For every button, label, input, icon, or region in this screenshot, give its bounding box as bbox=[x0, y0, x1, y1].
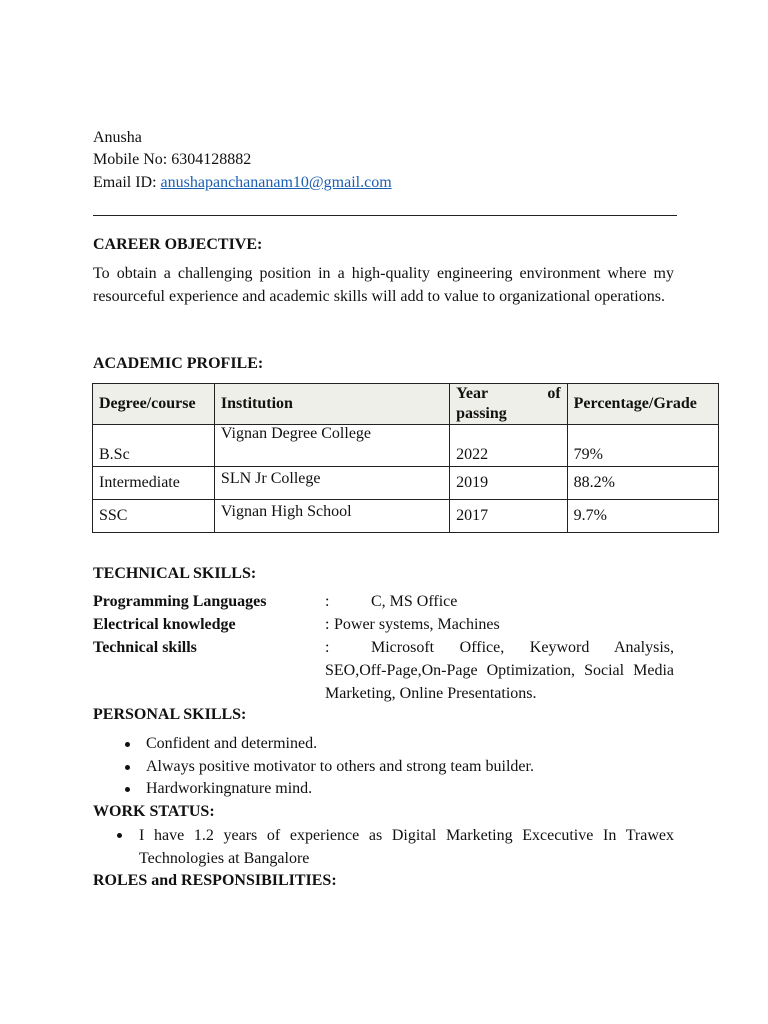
academic-table-header-row bbox=[93, 384, 719, 425]
email-link[interactable]: anushapanchananam10@gmail.com bbox=[160, 174, 392, 191]
column-header-year bbox=[450, 384, 568, 425]
academic-table bbox=[92, 383, 719, 533]
bullet-dot-icon bbox=[125, 742, 130, 747]
list-item: I have 1.2 years of experience as Digital Marketing Excecutive In Trawex Technologies at Bangalore bbox=[139, 827, 674, 867]
cell-grade: 88.2% bbox=[567, 467, 718, 500]
work-status-heading: WORK STATUS: bbox=[93, 803, 215, 820]
table-row bbox=[93, 500, 719, 533]
bullet-dot-icon bbox=[125, 787, 130, 792]
list-item: Confident and determined. bbox=[146, 735, 318, 752]
bullet-dot-icon bbox=[125, 765, 130, 770]
skill-colon: : bbox=[325, 639, 330, 656]
list-item: Always positive motivator to others and strong team builder. bbox=[146, 758, 534, 775]
skill-value-electrical: Power systems, Machines bbox=[334, 616, 500, 633]
cell-institution bbox=[214, 425, 449, 467]
candidate-name: Anusha bbox=[93, 129, 142, 146]
institution-name: Vignan Degree College bbox=[220, 425, 372, 442]
column-header-degree: Degree/course bbox=[93, 384, 215, 425]
personal-skills-heading: PERSONAL SKILLS: bbox=[93, 706, 247, 723]
bullet-dot-icon bbox=[117, 833, 122, 838]
cell-year: 2017 bbox=[450, 500, 568, 533]
skill-value-technical: Microsoft Office, Keyword Analysis, SEO,Off-Page,On-Page Optimization, Social Media Marketing, Online Presentations. bbox=[325, 639, 674, 702]
cell-grade: 9.7% bbox=[567, 500, 718, 533]
skill-label-technical: Technical skills bbox=[93, 639, 197, 656]
header-divider bbox=[93, 215, 677, 216]
year-header-word-passing: passing bbox=[456, 405, 507, 422]
cell-grade: 79% bbox=[567, 425, 718, 467]
mobile-label: Mobile No: bbox=[93, 151, 168, 168]
email-label: Email ID: bbox=[93, 174, 157, 191]
list-item: Hardworkingnature mind. bbox=[146, 780, 313, 797]
year-header-word-year: Year bbox=[456, 385, 489, 402]
cell-degree: SSC bbox=[93, 500, 215, 533]
mobile-number: 6304128882 bbox=[171, 151, 252, 168]
year-header-word-of: of bbox=[547, 385, 561, 402]
technical-skills-heading: TECHNICAL SKILLS: bbox=[93, 565, 257, 582]
academic-profile-heading: ACADEMIC PROFILE: bbox=[93, 355, 264, 372]
career-objective-text: To obtain a challenging position in a high-quality engineering environment where my resourceful experience and academic skills will add to value to organizational operations. bbox=[93, 265, 674, 305]
cell-degree: B.Sc bbox=[93, 425, 215, 467]
skill-label-programming: Programming Languages bbox=[93, 593, 267, 610]
cell-institution: SLN Jr College bbox=[214, 467, 449, 500]
table-row bbox=[93, 467, 719, 500]
column-header-grade: Percentage/Grade bbox=[567, 384, 718, 425]
table-row bbox=[93, 425, 719, 467]
skill-value-programming: C, MS Office bbox=[371, 593, 458, 610]
column-header-institution: Institution bbox=[214, 384, 449, 425]
cell-year: 2022 bbox=[450, 425, 568, 467]
skill-colon: : bbox=[325, 616, 330, 633]
skill-label-electrical: Electrical knowledge bbox=[93, 616, 236, 633]
career-objective-heading: CAREER OBJECTIVE: bbox=[93, 236, 263, 253]
email-line bbox=[93, 172, 392, 194]
skill-colon: : bbox=[325, 593, 330, 610]
cell-year: 2019 bbox=[450, 467, 568, 500]
cell-institution: Vignan High School bbox=[214, 500, 449, 533]
roles-heading: ROLES and RESPONSIBILITIES: bbox=[93, 872, 337, 889]
mobile-line bbox=[93, 149, 251, 171]
cell-degree: Intermediate bbox=[93, 467, 215, 500]
